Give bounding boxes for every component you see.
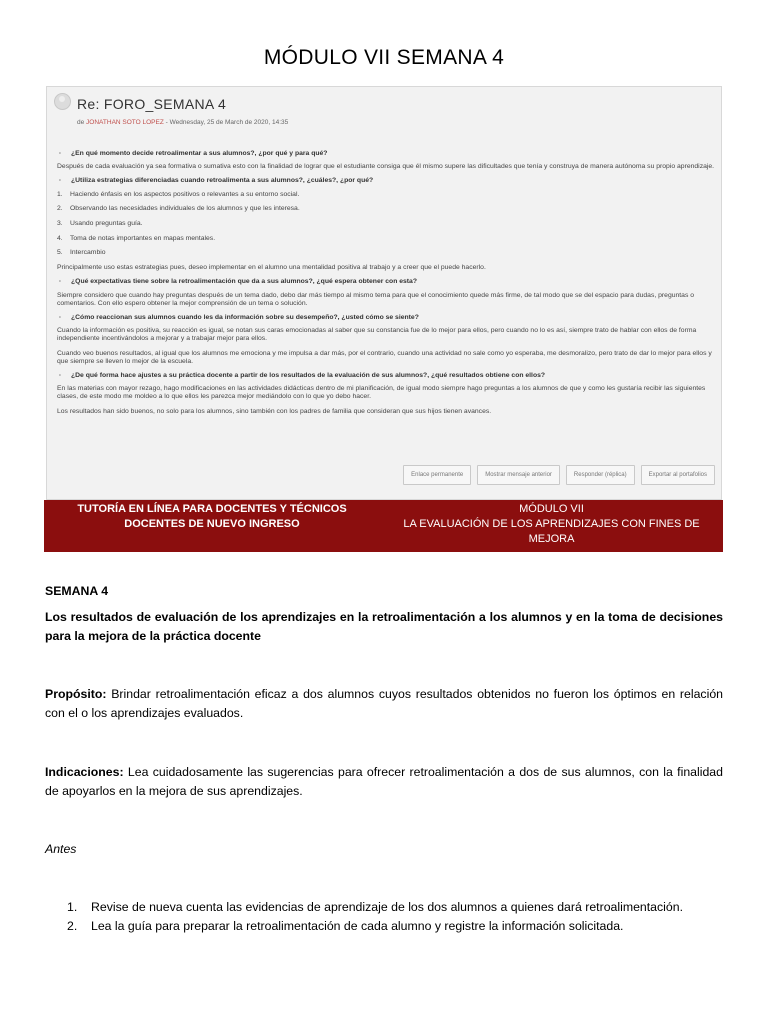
week-heading: SEMANA 4 [45,584,109,598]
forum-paragraph: Cuando veo buenos resultados, al igual que los alumnos me emociona y me impulsa a dar más, por el contrario, cuando una actividad no sale como yo esperaba, me desmoralizo, pero trato de dar lo mejor para ellos y que siempre se lleven lo mejor de la escuela. [57,349,712,365]
page-title: MÓDULO VII SEMANA 4 [263,46,505,69]
purpose-text: Brindar retroalimentación eficaz a dos alumnos cuyos resultados obtenidos no fueron los óptimos en relación con el o los aprendizajes evaluados. [45,687,723,720]
byline-prefix: de [77,119,85,126]
forum-paragraph: Los resultados han sido buenos, no solo para los alumnos, sino también con los padres de familia que consideran que sus hijos tienen avances. [57,407,492,415]
forum-question: · ¿De qué forma hace ajustes a su práctica docente a partir de los resultados de la evaluación de sus alumnos?, ¿qué resultados obtiene con ellos? [57,372,717,380]
avatar [54,93,71,110]
forum-post-title: Re: FORO_SEMANA 4 [77,96,227,112]
banner-left [44,502,380,532]
forum-question: · ¿Cómo reaccionan sus alumnos cuando les da información sobre su desempeño?, ¿usted cómo se siente? [57,314,717,322]
forum-question: · ¿Qué expectativas tiene sobre la retroalimentación que da a sus alumnos?, ¿qué espera obtener con esta? [57,278,717,286]
forum-byline [77,119,288,126]
purpose-label: Propósito: [45,687,107,701]
export-portfolio-button[interactable]: Exportar al portafolios [641,465,715,485]
banner-left-line: DOCENTES DE NUEVO INGRESO [124,518,300,530]
steps-list [45,898,723,936]
document-title: Los resultados de evaluación de los aprendizajes en la retroalimentación a los alumnos y en la toma de decisiones para la mejora de la práctica docente [45,610,723,643]
forum-post-body [57,150,717,422]
indications-label: Indicaciones: [45,765,124,779]
post-date: - Wednesday, 25 de March de 2020, 14:35 [165,119,289,126]
indications-text: Lea cuidadosamente las sugerencias para ofrecer retroalimentación a dos de sus alumnos, con la finalidad de apoyarlos en la mejora de sus aprendizajes. [45,765,723,798]
forum-paragraph: Cuando la información es positiva, su reacción es igual, se notan sus caras emocionadas al saber que su constancia fue de lo mejor para ellos, pero cuando no lo es así, siempre trato de hablar con ellos de forma independiente incentivándolos a mejorar y a trabajar mejor para ellos. [57,327,697,343]
show-previous-button[interactable]: Mostrar mensaje anterior [477,465,560,485]
strategy-item: 1. Haciendo énfasis en los aspectos positivos o relevantes a su entorno social. [57,190,300,198]
forum-question: · ¿Utiliza estrategias diferenciadas cuando retroalimenta a sus alumnos?, ¿cuáles?, ¿por qué? [57,177,717,185]
forum-question: · ¿En qué momento decide retroalimentar a sus alumnos?, ¿por qué y para qué? [57,150,717,158]
forum-actions [403,465,715,485]
list-item: 1. Revise de nueva cuenta las evidencias de aprendizaje de los dos alumnos a quienes dará retroalimentación. [67,900,683,914]
banner-right-line: MÓDULO VII [519,503,584,515]
antes-heading: Antes [45,842,77,856]
strategy-item: 3. Usando preguntas guía. [57,220,143,228]
banner-right [380,502,723,547]
forum-post-screenshot [46,86,722,500]
purpose-paragraph [45,685,723,723]
banner-right-line: MEJORA [528,533,575,545]
forum-paragraph: Principalmente uso estas estrategias pues, deseo implementar en el alumno una mentalidad positiva al trabajo y a creer que el puede hacerlo. [57,264,486,272]
list-item: 2. Lea la guía para preparar la retroalimentación de cada alumno y registre la información solicitada. [67,919,624,933]
strategy-item: 4. Toma de notas importantes en mapas mentales. [57,234,216,242]
course-banner [44,500,723,552]
forum-paragraph: Siempre considero que cuando hay preguntas después de un tema dado, debo dar más tiempo al mismo tema para que el conocimiento quede más firme, de tal modo que se del espacio para dudas, preguntas o comentarios. Con ello espero obtener la mejor comprensión de un tema o solución. [57,291,695,307]
banner-right-line: LA EVALUACIÓN DE LOS APRENDIZAJES CON FINES DE [403,518,700,530]
reply-button[interactable]: Responder (réplica) [566,465,635,485]
strategy-item: 5. Intercambio [57,249,106,257]
forum-paragraph: En las materias con mayor rezago, hago modificaciones en las actividades didácticas dentro de mi planificación, de igual modo siempre hago preguntas a los alumnos de que y como les gustaría recibir las siguientes clases, de este modo me moldeo a lo que ellos les parezca mejor mediándolo con lo que yo debo hacer. [57,385,706,401]
indications-paragraph [45,763,723,801]
forum-paragraph: Después de cada evaluación ya sea formativa o sumativa esto con la finalidad de lograr que el estudiante consiga que él mismo supere las dificultades que tenía y construya de manera autónoma su propio aprendizaje. [57,163,715,171]
banner-left-line: TUTORÍA EN LÍNEA PARA DOCENTES Y TÉCNICOS [77,503,347,515]
author-link[interactable]: JONATHAN SOTO LOPEZ [86,119,164,126]
permalink-button[interactable]: Enlace permanente [403,465,471,485]
strategy-item: 2. Observando las necesidades individuales de los alumnos y que les interesa. [57,205,300,213]
